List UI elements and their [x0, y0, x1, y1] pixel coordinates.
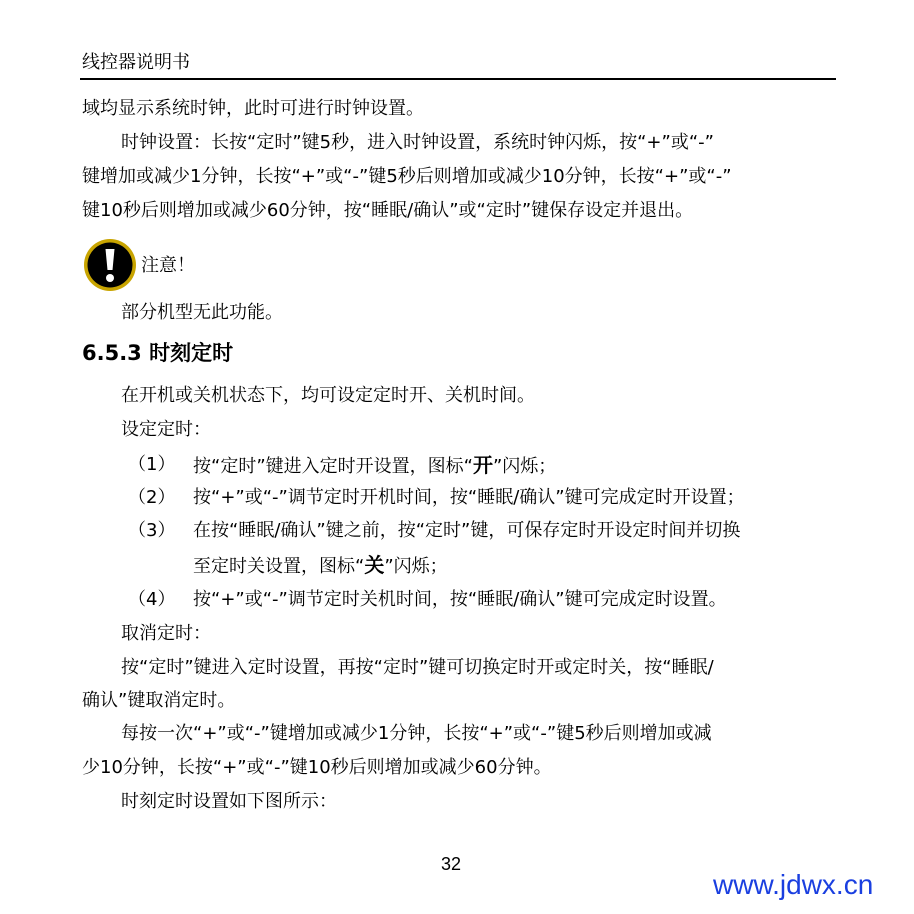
paragraph-line: 每按一次“+”或“-”键增加或减少1分钟，长按“+”或“-”键5秒后则增加或减 [121, 723, 712, 744]
paragraph-line: 键增加或减少1分钟，长按“+”或“-”键5秒后则增加或减少10分钟，长按“+”或“-” [82, 166, 732, 187]
notice-label: 注意！ [141, 255, 195, 276]
step-number: （2） [128, 487, 176, 508]
paragraph-line: 确认”键取消定时。 [82, 690, 236, 711]
paragraph-line: 少10分钟，长按“+”或“-”键10秒后则增加或减少60分钟。 [82, 757, 552, 778]
step-text-part: 按“定时”键进入定时开设置，图标“ [193, 456, 473, 477]
running-header-title: 线控器说明书 [82, 52, 190, 73]
timer-off-glyph: 关 [364, 553, 385, 577]
page-number: 32 [441, 854, 462, 874]
section-heading: 6.5.3 时刻定时 [82, 341, 234, 365]
step-text-part: ”闪烁； [492, 456, 557, 477]
notice-text: 部分机型无此功能。 [121, 302, 283, 323]
exclamation-warning-icon [82, 237, 138, 293]
paragraph-line: 时钟设置：长按“定时”键5秒，进入时钟设置，系统时钟闪烁，按“+”或“-” [121, 132, 714, 153]
paragraph-line: 按“定时”键进入定时设置，再按“定时”键可切换定时开或定时关，按“睡眠/ [121, 657, 714, 678]
step-text: 按“+”或“-”调节定时开机时间，按“睡眠/确认”键可完成定时开设置； [193, 487, 745, 508]
step-number: （1） [128, 454, 176, 475]
paragraph-line: 在开机或关机状态下，均可设定定时开、关机时间。 [121, 385, 535, 406]
paragraph-line: 设定定时： [121, 419, 211, 440]
step-text-part: 至定时关设置，图标“ [193, 556, 365, 577]
step-text: 按“+”或“-”调节定时关机时间，按“睡眠/确认”键可完成定时设置。 [193, 589, 727, 610]
paragraph-line: 键10秒后则增加或减少60分钟，按“睡眠/确认”或“定时”键保存设定并退出。 [82, 200, 694, 221]
step-text-part: ”闪烁； [384, 556, 448, 577]
timer-on-glyph: 开 [472, 453, 493, 477]
step-text [193, 553, 448, 579]
paragraph-line: 取消定时： [121, 623, 211, 644]
site-watermark: www.jdwx.cn [713, 869, 874, 900]
header-divider [80, 78, 836, 80]
step-text [193, 453, 556, 479]
step-text: 在按“睡眠/确认”键之前，按“定时”键，可保存定时开设定时间并切换 [193, 520, 741, 541]
step-number: （4） [128, 589, 176, 610]
paragraph-line: 域均显示系统时钟，此时可进行时钟设置。 [82, 98, 424, 119]
step-number: （3） [128, 520, 176, 541]
figure-intro: 时刻定时设置如下图所示： [121, 791, 337, 812]
